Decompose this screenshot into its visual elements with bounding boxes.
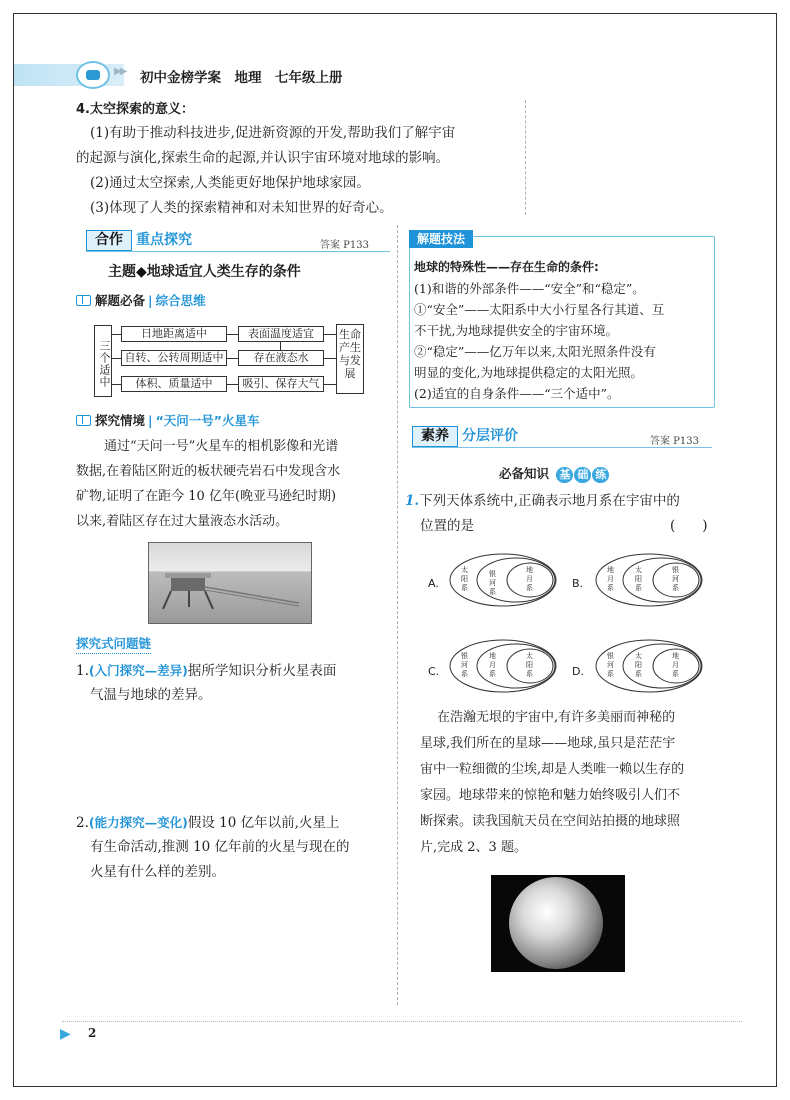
rover-icon [149,543,311,623]
option-c-middle: 地月系 [489,652,496,678]
intro-line-2: 的起源与演化,探索生命的起源,并认识宇宙环境对地球的影响。 [76,150,450,166]
option-b-inner: 银河系 [672,566,679,592]
diagram-row3-b: 吸引、保存大气 [238,376,324,392]
passage-line-3: 宙中一粒细微的尘埃,却是人类唯一赖以生存的 [420,762,685,777]
cooperate-tag: 合作 [86,230,132,251]
header-title: 初中金榜学案 地理 七年级上册 [140,70,343,86]
diagram-left-box: 三个适中 [94,325,112,397]
basic-char-1: 基 [556,467,573,483]
option-a-label[interactable]: A. [428,577,439,590]
chain-q2-num: 2. [76,815,89,831]
diagram-row2-a: 自转、公转周期适中 [121,350,227,366]
eval-q1-paren: ( ) [670,518,708,534]
passage-line-1: 在浩瀚无垠的宇宙中,有许多美丽而神秘的 [437,710,676,725]
intro-heading: 4.太空探索的意义： [76,102,194,117]
passage-line-6: 片,完成 2、3 题。 [420,840,527,855]
scene-line-4: 以来,着陆区存在过大量液态水活动。 [76,514,289,529]
passage-line-4: 家园。地球带来的惊艳和魅力始终吸引人们不 [420,788,681,803]
chain-q2-text-c: 火星有什么样的差别。 [90,864,225,880]
diagram-right-box: 生命产生与发展 [336,324,364,394]
topic-title [108,260,301,285]
earth-photo [491,875,625,972]
chain-q1-tag: (入门探究—差异) [88,663,188,678]
diagram-row1-b: 表面温度适宜 [238,326,324,342]
topic-text: 地球适宜人类生存的条件 [146,264,301,280]
scene-label-row: 探究情境 | “天问一号”火星车 [76,408,260,433]
diagram-row1-a: 日地距离适中 [121,326,227,342]
tips-line-1: 地球的特殊性——存在生命的条件: [414,260,599,274]
chain-q1-text-a: 据所学知识分析火星表面 [187,663,337,679]
diagram-row2-b: 存在液态水 [238,350,324,366]
option-c-inner: 太阳系 [526,652,533,678]
tips-line-3: ①“安全”——太阳系中大小行星各行其道、互 [414,302,665,317]
book-icon [76,415,91,426]
chain-q2-tag: (能力探究—变化) [88,815,188,830]
option-c-label[interactable]: C. [428,665,440,678]
tips-line-7: (2)适宜的自身条件——“三个适中”。 [414,386,620,401]
book-icon [76,295,91,306]
logo-icon [76,61,110,89]
basic-label: 必备知识 [499,466,550,481]
option-b-label[interactable]: B. [572,577,584,590]
chain-q2-text-b: 有生命活动,推测 10 亿年前的火星与现在的 [90,839,350,855]
tips-line-4: 不干扰,为地球提供安全的宇宙环境。 [414,323,618,338]
passage-line-5: 断探索。读我国航天员在空间站拍摄的地球照 [420,814,681,829]
option-d-outer: 银河系 [607,652,614,678]
footer-line [62,1021,742,1022]
eval-q1-text-b: 位置的是 [420,518,474,534]
tips-line-2: (1)和谐的外部条件——“安全”和“稳定”。 [414,281,645,296]
option-a-outer: 太阳系 [461,566,468,592]
header-arrows-icon: ▶▶ [114,66,126,77]
chain-q1-num: 1. [76,663,89,679]
chain-q1-line1 [76,658,336,684]
earth-icon [509,877,603,969]
scene-line-3: 矿物,证明了在距今 10 亿年(晚亚马逊纪时期) [76,489,337,504]
intro-line-3: (2)通过太空探索,人类能更好地保护地球家园。 [90,175,370,191]
option-c-outer: 银河系 [461,652,468,678]
intro-line-4: (3)体现了人类的探索精神和对未知世界的好奇心。 [90,200,393,216]
chain-q2-line1 [76,810,339,836]
topic-prefix: 主题◆ [108,264,147,280]
cooperate-sub: 重点探究 [136,232,192,248]
option-d-inner: 地月系 [672,652,679,678]
basic-char-3: 练 [592,467,609,483]
footer-arrow-icon: ▶ [60,1026,71,1042]
option-d-middle: 太阳系 [635,652,642,678]
eval-q1-num: 1. [405,493,420,509]
tips-tag: 解题技法 [409,230,473,248]
passage-line-2: 星球,我们所在的星球——地球,虽只是茫茫宇 [420,736,676,751]
evaluate-tag: 素养 [412,426,458,447]
mars-rover-photo [148,542,312,624]
scene-title: “天问一号”火星车 [155,413,260,428]
essential-sub: 综合思维 [155,293,206,308]
essential-label-row: 解题必备 | 综合思维 [76,288,206,313]
option-b-middle: 太阳系 [635,566,642,592]
eval-q1-line1 [405,489,680,514]
scene-line-1: 通过“天问一号”火星车的相机影像和光谱 [104,439,339,454]
eval-q1-text-a: 下列天体系统中,正确表示地月系在宇宙中的 [419,493,680,509]
evaluate-answer-ref: 答案 P133 [650,436,699,447]
chain-title: 探究式问题链 [76,635,151,654]
basic-knowledge-row [499,461,609,486]
option-b-outer: 地月系 [607,566,614,592]
page-number: 2 [88,1026,97,1040]
evaluate-sub: 分层评价 [462,428,518,444]
chain-q2-text-a: 假设 10 亿年以前,火星上 [187,815,340,831]
cooperate-answer-ref: 答案 P133 [320,240,369,251]
chain-q1-text-b: 气温与地球的差异。 [90,687,212,703]
basic-char-2: 础 [574,467,591,483]
tips-line-6: 明显的变化,为地球提供稳定的太阳光照。 [414,365,643,380]
top-divider [525,100,526,215]
option-a-middle: 银河系 [489,570,496,596]
scene-line-2: 数据,在着陆区附近的板状硬壳岩石中发现含水 [76,464,341,479]
column-divider [397,225,398,1005]
scene-label: 探究情境 [95,413,146,428]
intro-line-1: (1)有助于推动科技进步,促进新资源的开发,帮助我们了解宇宙 [90,125,456,141]
diagram-row3-a: 体积、质量适中 [121,376,227,392]
essential-label: 解题必备 [95,293,146,308]
tips-line-5: ②“稳定”——亿万年以来,太阳光照条件没有 [414,344,656,359]
option-a-inner: 地月系 [526,566,533,592]
option-d-label[interactable]: D. [572,665,584,678]
